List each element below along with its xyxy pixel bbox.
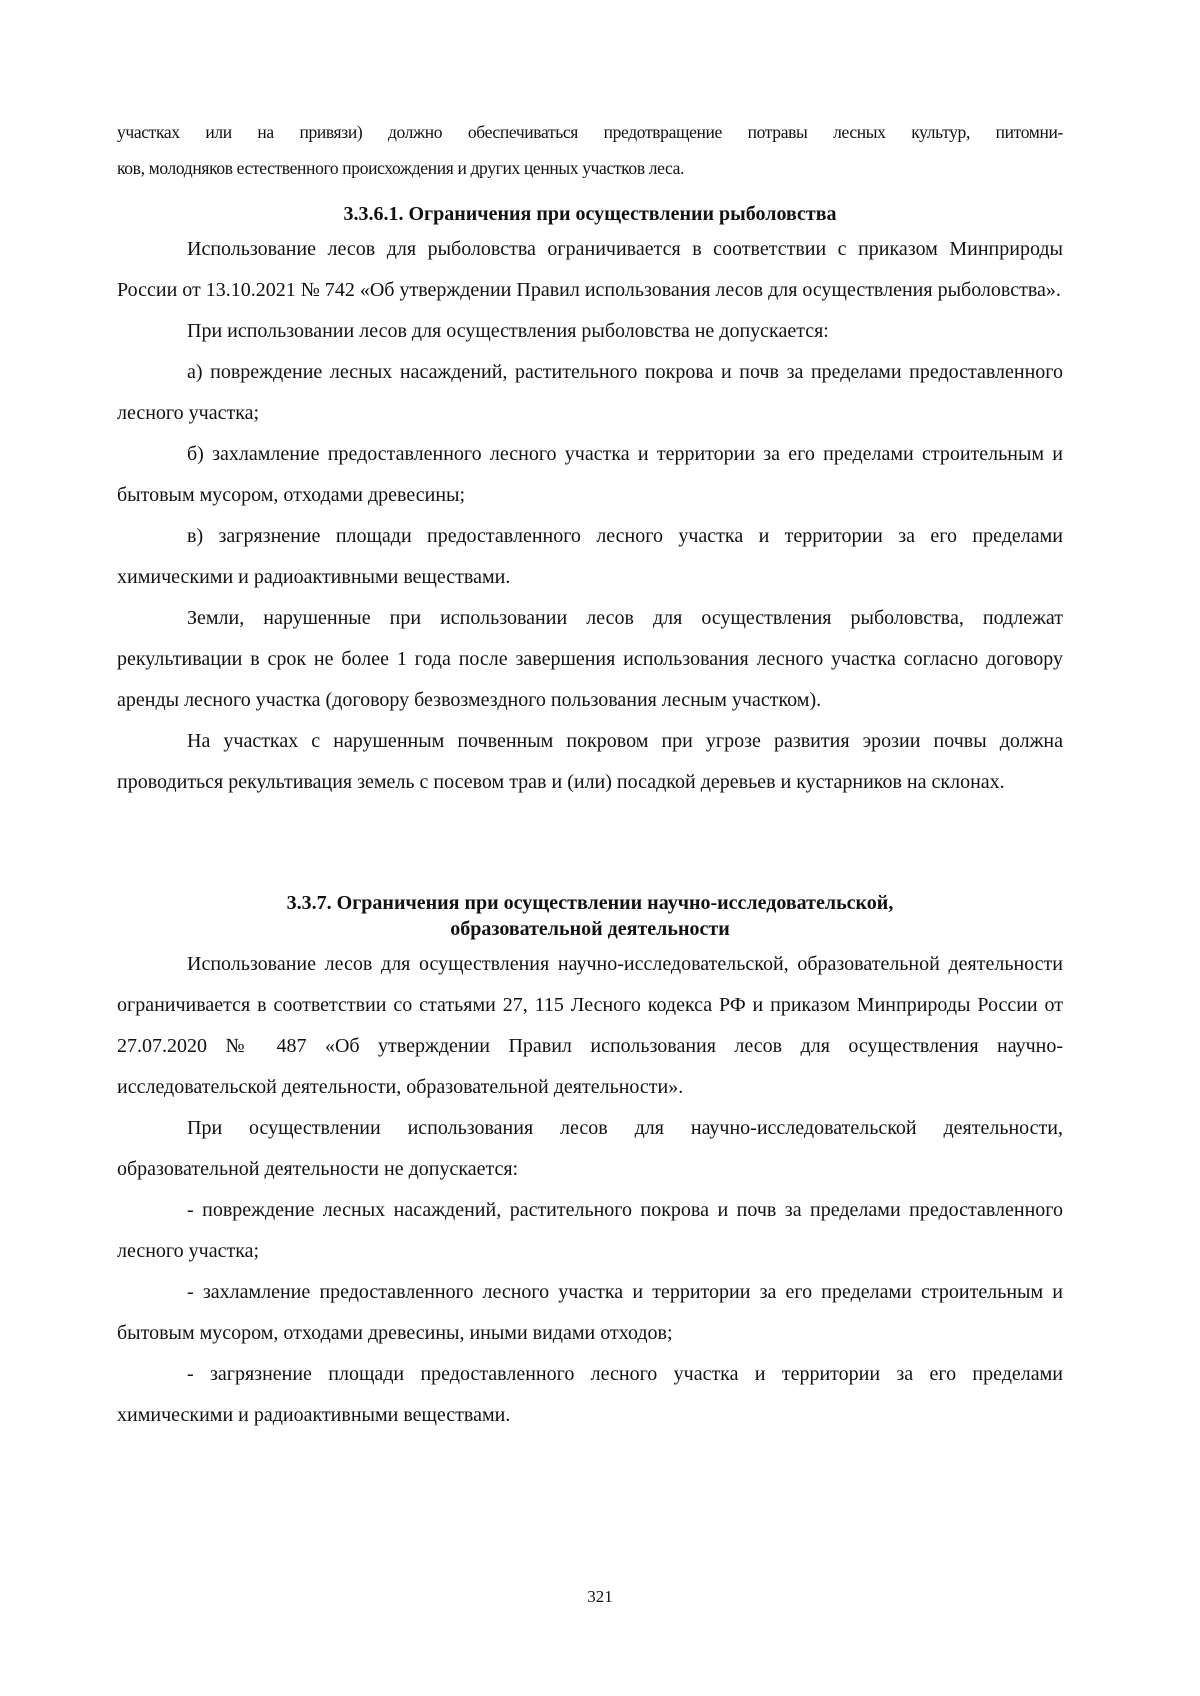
- intro-block: [117, 112, 1063, 188]
- paragraph: При использовании лесов для осуществления рыболовства не допускается:: [187, 320, 829, 342]
- section-heading-research-line-2: образовательной деятельности: [450, 918, 730, 940]
- list-item: б) захламление предоставленного лесного участка и территории за его пределами строительным и бытовым мусором, отходами древесины;: [117, 443, 1063, 506]
- page-number: 321: [587, 1587, 613, 1606]
- paragraph: При осуществлении использования лесов для научно-исследовательской деятельности, образовательной деятельности не допускается:: [117, 1117, 1063, 1180]
- intro-line-1: участках или на привязи) должно обеспечиваться предотвращение потравы лесных культур, питомни-: [117, 122, 1063, 142]
- paragraph: На участках с нарушенным почвенным покровом при угрозе развития эрозии почвы должна проводиться рекультивация земель с посевом трав и (или) посадкой деревьев и кустарников на склонах.: [117, 730, 1063, 793]
- list-item: а) повреждение лесных насаждений, растительного покрова и почв за пределами предоставленного лесного участка;: [117, 361, 1063, 424]
- section-fishing: [117, 201, 1063, 803]
- section-heading-research-line-1: 3.3.7. Ограничения при осуществлении научно-исследовательской,: [286, 892, 894, 914]
- list-item: - захламление предоставленного лесного участка и территории за его пределами строительным и бытовым мусором, отходами древесины, иными видами отходов;: [117, 1281, 1063, 1344]
- list-item: - загрязнение площади предоставленного лесного участка и территории за его пределами химическими и радиоактивными веществами.: [117, 1363, 1063, 1426]
- intro-line-2: ков, молодняков естественного происхождения и других ценных участков леса.: [117, 158, 685, 178]
- paragraph: Использование лесов для рыболовства ограничивается в соответствии с приказом Минприроды России от 13.10.2021 № 742 «Об утверждении Правил использования лесов для осуществления рыболовства».: [117, 238, 1063, 301]
- paragraph: Земли, нарушенные при использовании лесов для осуществления рыболовства, подлежат рекультивации в срок не более 1 года после завершения использования лесного участка согласно договору аренды лесного участка (договору безвозмездного пользования лесным участком).: [117, 607, 1063, 711]
- list-item: - повреждение лесных насаждений, растительного покрова и почв за пределами предоставленного лесного участка;: [117, 1199, 1063, 1262]
- section-heading-research: [117, 890, 1063, 942]
- paragraph: Использование лесов для осуществления научно-исследовательской, образовательной деятельности ограничивается в соответствии со статьями 27, 115 Лесного кодекса РФ и приказом Минприроды России от 27.07.2020 № 487 «Об утверждении Правил использования лесов для осуществления научно-исследовательской деятельности, образовательной деятельности».: [117, 953, 1063, 1098]
- section-heading-fishing: 3.3.6.1. Ограничения при осуществлении рыболовства: [343, 203, 837, 225]
- list-item: в) загрязнение площади предоставленного лесного участка и территории за его пределами химическими и радиоактивными веществами.: [117, 525, 1063, 588]
- section-research: [117, 890, 1063, 1436]
